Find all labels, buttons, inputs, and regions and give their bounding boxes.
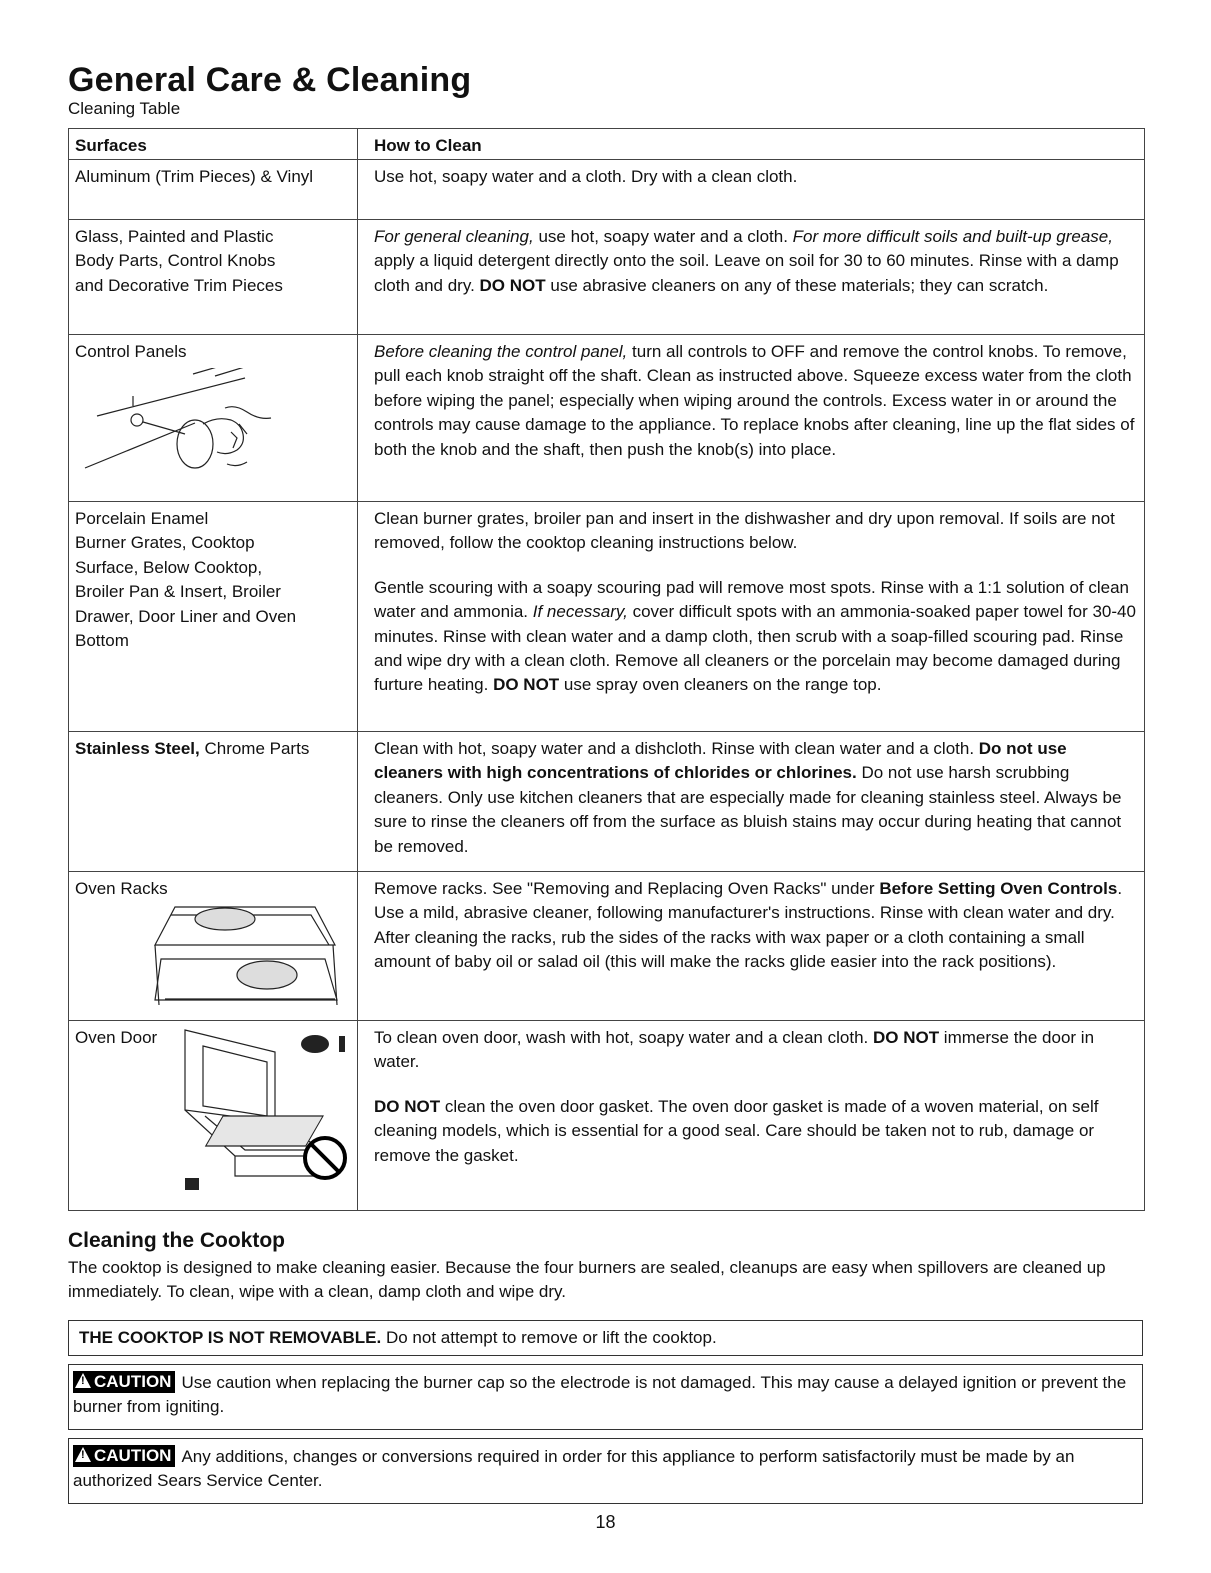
table-row xyxy=(69,872,1145,1021)
instructions-text xyxy=(374,340,1138,462)
surface-cell xyxy=(69,1021,358,1211)
instructions-cell xyxy=(358,872,1145,1021)
instructions-text xyxy=(374,225,1138,298)
instructions-text xyxy=(374,737,1138,859)
page-subtitle: Cleaning Table xyxy=(68,99,181,118)
text-run: Gentle scouring with a soapy scouring pad will remove most spots. Rinse with a 1:1 solution of clean water and ammonia. xyxy=(374,577,1129,622)
italic-phrase: Before cleaning the control panel, xyxy=(374,342,628,361)
instructions-text xyxy=(374,1026,1138,1075)
instructions-cell xyxy=(358,335,1145,502)
bold-phrase: DO NOT xyxy=(479,275,546,295)
text-run: use hot, soapy water and a cloth. xyxy=(533,227,793,246)
oven-door-illustration-block xyxy=(75,1026,353,1204)
instructions-cell xyxy=(358,220,1145,335)
surface-cell xyxy=(69,732,358,872)
text-run: cover difficult spots with an ammonia-soaked paper towel for 30-40 minutes. Rinse with clean water and a damp cloth, then scrub with a soap-filled scouring pad. Rinse and wipe dry with a clean cloth. Remove all cleaners or the porcelain may become damaged during furture heating. xyxy=(374,602,1136,695)
surface-label: Burner Grates, Cooktop xyxy=(75,533,255,553)
text-run: Chrome Parts xyxy=(199,739,310,758)
instructions-text: Clean burner grates, broiler pan and insert in the dishwasher and dry upon removal. If soils are not removed, follow the cooktop cleaning instructions below. xyxy=(374,509,1115,553)
instructions-cell xyxy=(358,160,1145,220)
surface-label: Surface, Below Cooktop, xyxy=(75,557,263,577)
caution-badge xyxy=(73,1371,175,1393)
caution-box-burner-cap xyxy=(68,1364,1143,1430)
surface-cell xyxy=(69,335,358,502)
cooktop-notice xyxy=(68,1320,1143,1356)
surface-label: Oven Racks xyxy=(75,879,168,898)
cleaning-table xyxy=(68,128,1145,1211)
text-run: turn all controls to OFF and remove the control knobs. To remove, pull each knob straight off the shaft. Clean as instructed above. Squeeze excess water from the cloth before wiping the panel; especially when wiping around the controls. Excess water in or around the controls may cause damage to the appliance. To replace knobs after cleaning, line up the flat sides of both the knob and the shaft, then push the knob(s) into place. xyxy=(374,342,1135,459)
caution-label: CAUTION xyxy=(94,1372,172,1391)
surface-cell xyxy=(69,220,358,335)
instructions-text xyxy=(374,576,1138,698)
surface-label: Bottom xyxy=(75,631,129,651)
header-surfaces: Surfaces xyxy=(69,129,358,160)
text-run: immerse the door in water. xyxy=(374,1028,1095,1072)
bold-phrase: DO NOT xyxy=(374,1096,441,1116)
table-row xyxy=(69,160,1145,220)
control-knob-illustration xyxy=(75,368,295,478)
text-run: Remove racks. See "Removing and Replacing Oven Racks" under xyxy=(374,879,880,898)
bold-phrase: Stainless Steel, xyxy=(75,739,200,758)
surface-label: Control Panels xyxy=(75,342,187,361)
text-run: Do not use harsh scrubbing cleaners. Only use kitchen cleaners that are especially made for cleaning stainless steel. Always be sure to rinse the cleaners off from the surface as bluish stains may occur during heating that cannot be removed. xyxy=(374,763,1122,856)
instructions-text: Use hot, soapy water and a cloth. Dry with a clean cloth. xyxy=(374,167,798,186)
text-run: clean the oven door gasket. The oven door gasket is made of a woven material, on self cleaning models, which is essential for a good seal. Care should be taken not to rub, damage or remove the gasket. xyxy=(374,1096,1099,1165)
cooktop-heading: Cleaning the Cooktop xyxy=(68,1229,285,1252)
italic-phrase: For general cleaning, xyxy=(374,227,534,246)
caution-label: CAUTION xyxy=(94,1446,172,1465)
surface-label: Broiler Pan & Insert, Broiler xyxy=(75,582,281,602)
bold-phrase: DO NOT xyxy=(493,675,560,695)
surface-cell xyxy=(69,502,358,732)
page-title: General Care & Cleaning xyxy=(68,61,472,99)
surface-label: Aluminum (Trim Pieces) & Vinyl xyxy=(75,167,314,186)
caution-badge xyxy=(73,1445,175,1467)
table-row xyxy=(69,732,1145,872)
surface-cell xyxy=(69,872,358,1021)
table-row xyxy=(69,1021,1145,1211)
text-run: use abrasive cleaners on any of these materials; they can scratch. xyxy=(545,275,1049,295)
instructions-cell xyxy=(358,1021,1145,1211)
bold-phrase: Before Setting Oven Controls xyxy=(879,879,1118,898)
notice-text: Do not attempt to remove or lift the cooktop. xyxy=(381,1328,717,1347)
oven-door-illustration xyxy=(175,1026,350,1204)
text-run: Clean with hot, soapy water and a dishcloth. Rinse with clean water and a cloth. xyxy=(374,739,979,758)
caution-text: Any additions, changes or conversions required in order for this appliance to perform satisfactorily must be made by an authorized Sears Service Center. xyxy=(73,1447,1075,1490)
instructions-cell xyxy=(358,502,1145,732)
surface-label: and Decorative Trim Pieces xyxy=(75,275,283,295)
caution-box-service xyxy=(68,1438,1143,1504)
text-run: . Use a mild, abrasive cleaner, following manufacturer's instructions. Rinse with clean water and dry. After cleaning the racks, rub the sides of the racks with wax paper or a cloth containing a small amount of baby oil or salad oil (this will make the racks glide easier into the rack positions). xyxy=(374,879,1123,972)
italic-phrase: If necessary, xyxy=(532,602,628,622)
table-row xyxy=(69,220,1145,335)
oven-racks-illustration xyxy=(75,905,345,1010)
text-run: use spray oven cleaners on the range top. xyxy=(559,675,882,695)
surface-cell xyxy=(69,160,358,220)
surface-label: Drawer, Door Liner and Oven xyxy=(75,606,297,626)
table-row xyxy=(69,502,1145,732)
notice-bold: THE COOKTOP IS NOT REMOVABLE. xyxy=(79,1328,382,1347)
instructions-text xyxy=(374,1095,1138,1168)
bold-phrase: Do not use cleaners with high concentrations of chlorides or chlorines. xyxy=(374,739,1067,783)
page-number: 18 xyxy=(595,1512,616,1532)
italic-phrase: For more difficult soils and built-up grease, xyxy=(792,227,1113,246)
surface-label xyxy=(75,737,353,761)
surface-label: Body Parts, Control Knobs xyxy=(75,251,276,271)
bold-phrase: DO NOT xyxy=(872,1028,940,1047)
warning-icon: ! xyxy=(75,1447,91,1462)
surface-label: Glass, Painted and Plastic xyxy=(75,227,274,246)
caution-text: Use caution when replacing the burner cap so the electrode is not damaged. This may cause a delayed ignition or prevent the burner from igniting. xyxy=(73,1373,1127,1416)
header-how-to-clean: How to Clean xyxy=(358,129,1145,160)
text-run: To clean oven door, wash with hot, soapy water and a clean cloth. xyxy=(374,1028,873,1047)
table-row xyxy=(69,335,1145,502)
table-header-row xyxy=(69,129,1145,160)
cooktop-intro: The cooktop is designed to make cleaning easier. Because the four burners are sealed, cleanups are easy when spillovers are cleaned up immediately. To clean, wipe with a clean, damp cloth and wipe dry. xyxy=(68,1258,1106,1301)
text-run: apply a liquid detergent directly onto the soil. Leave on soil for 30 to 60 minutes. Rinse with a damp cloth and dry. xyxy=(374,251,1119,295)
instructions-cell xyxy=(358,732,1145,872)
instructions-text xyxy=(374,877,1138,975)
warning-icon: ! xyxy=(75,1373,91,1388)
surface-label: Oven Door xyxy=(75,1028,158,1047)
surface-label: Porcelain Enamel xyxy=(75,509,209,528)
